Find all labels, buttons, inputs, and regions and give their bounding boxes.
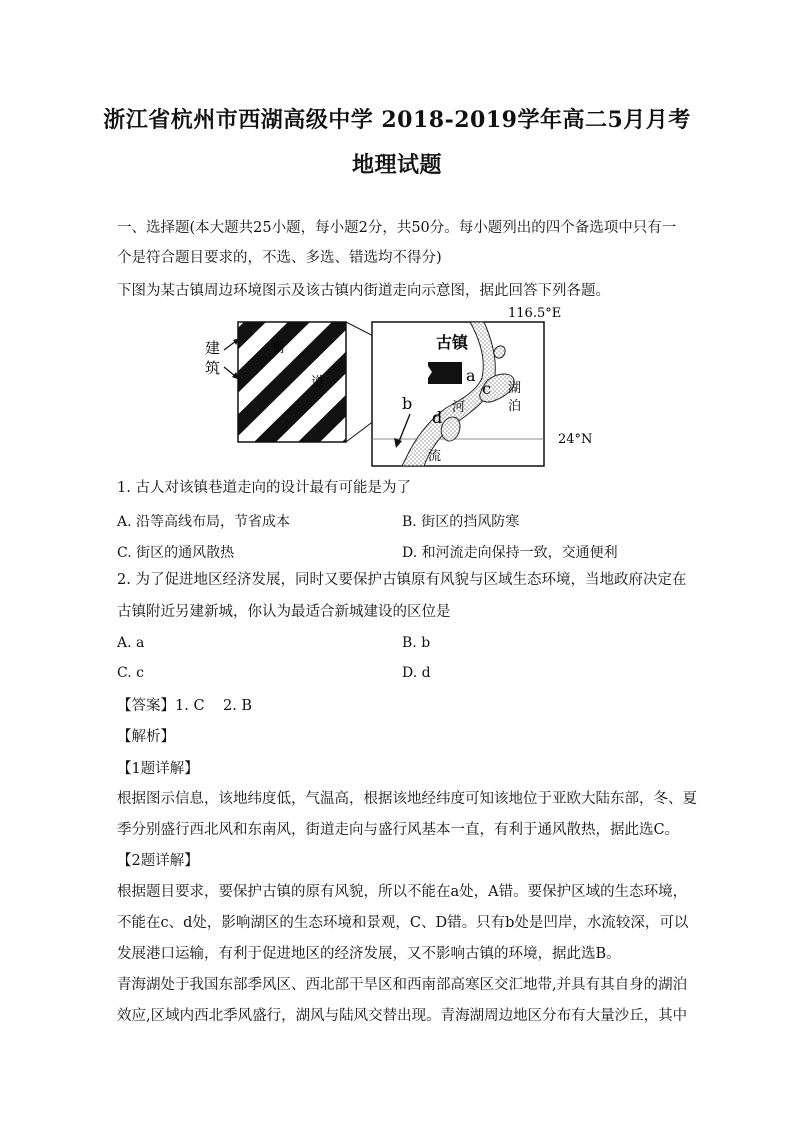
label-building-1: 建 <box>205 339 221 357</box>
q1-option-a: A. 沿等高线布局，节省成本 <box>117 514 291 530</box>
detail2-line2: 不能在c、d处，影响湖区的生态环境和景观，C、D错。只有b处是凹岸，水流较深，可以 <box>117 915 689 931</box>
label-lake-1: 湖 <box>508 381 522 396</box>
label-point-b: b <box>402 394 413 413</box>
analysis-heading: 【解析】 <box>117 729 175 745</box>
section-heading-line2: 个是符合题目要求的，不选、多选、错选均不得分) <box>117 250 442 266</box>
q2-option-a: A. a <box>117 635 145 651</box>
page-title: 浙江省杭州市西湖高级中学 2018-2019学年高二5月月考 <box>103 107 691 133</box>
label-river-2: 流 <box>428 449 442 464</box>
label-point-c: c <box>482 379 491 398</box>
label-point-d: d <box>432 408 443 427</box>
label-longitude: 116.5°E <box>508 306 562 321</box>
label-latitude: 24°N <box>558 432 593 447</box>
figure <box>0 300 794 470</box>
label-point-a: a <box>466 366 476 385</box>
section-heading-line1: 一、选择题(本大题共25小题，每小题2分，共50分。每小题列出的四个备选项中只有一 <box>117 220 677 236</box>
figure-intro: 下图为某古镇周边环境图示及该古镇内街道走向示意图，据此回答下列各题。 <box>117 283 610 299</box>
passage-line2: 效应,区域内西北季风盛行，湖风与陆风交替出现。青海湖周边地区分布有大量沙丘，其中 <box>117 1008 688 1024</box>
label-street-2: 道 <box>311 375 325 390</box>
q2-option-c: C. c <box>117 665 144 681</box>
detail1-line1: 根据图示信息，该地纬度低，气温高，根据该地经纬度可知该地位于亚欧大陆东部，冬、夏 <box>117 791 697 807</box>
q1-option-b: B. 街区的挡风防寒 <box>402 514 520 530</box>
q1-option-c: C. 街区的通风散热 <box>117 545 235 561</box>
q2-stem-line2: 古镇附近另建新城，你认为最适合新城建设的区位是 <box>117 604 451 620</box>
q2-option-b: B. b <box>402 635 431 651</box>
detail1-line2: 季分别盛行西北风和东南风，街道走向与盛行风基本一直，有利于通风散热，据此选C。 <box>117 822 680 838</box>
q2-stem-line1: 2. 为了促进地区经济发展，同时又要保护古镇原有风貌与区域生态环境，当地政府决定在 <box>117 572 687 588</box>
lake-island <box>494 346 505 358</box>
answer: 【答案】1. C 2. B <box>117 698 253 714</box>
page-subtitle: 地理试题 <box>351 152 442 178</box>
label-town: 古镇 <box>436 333 469 352</box>
q1-option-d: D. 和河流走向保持一致，交通便利 <box>402 545 618 561</box>
q1-stem: 1. 古人对该镇巷道走向的设计最有可能是为了 <box>117 480 411 496</box>
label-building-2: 筑 <box>205 359 221 377</box>
detail2-heading: 【2题详解】 <box>117 853 199 869</box>
label-lake-2: 泊 <box>508 399 522 414</box>
town-block <box>428 362 462 384</box>
detail1-heading: 【1题详解】 <box>117 761 199 777</box>
q2-option-d: D. d <box>402 665 431 681</box>
label-river-1: 河 <box>452 400 466 415</box>
detail2-line1: 根据题目要求，要保护古镇的原有风貌，所以不能在a处，A错。要保护区域的生态环境， <box>117 884 688 900</box>
label-street-1: 街 <box>272 341 286 356</box>
detail2-line3: 发展港口运输，有利于促进地区的经济发展，又不影响古镇的环境，据此选B。 <box>117 946 621 962</box>
passage-line1: 青海湖处于我国东部季风区、西北部干旱区和西南部高寒区交汇地带,并具有其自身的湖泊 <box>117 977 688 993</box>
